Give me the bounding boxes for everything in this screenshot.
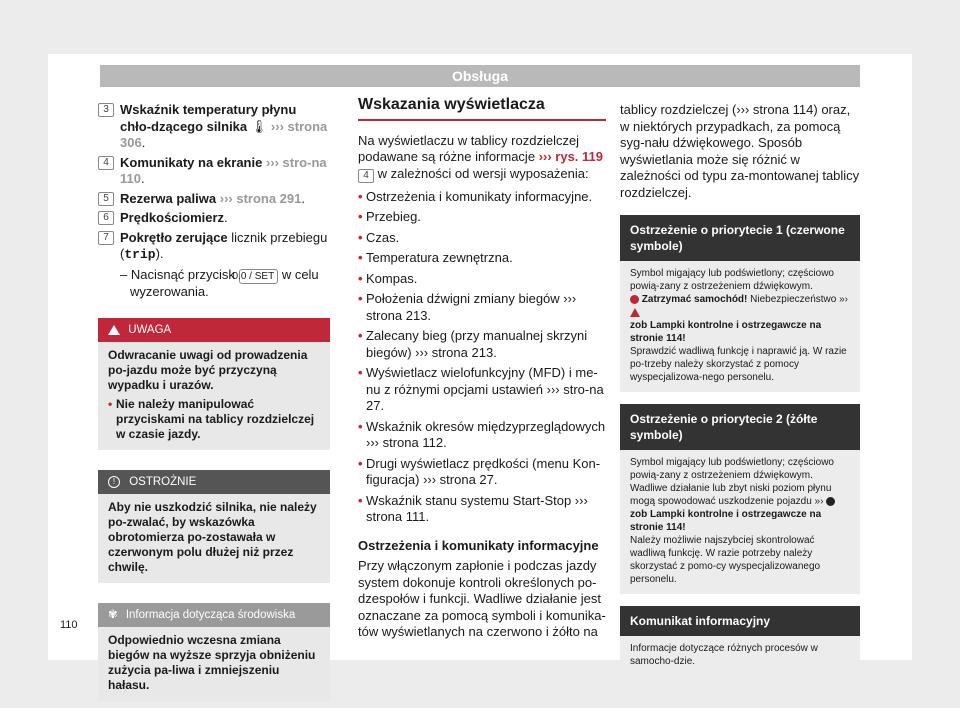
list-item: 5 Rezerwa paliwa ››› strona 291. bbox=[98, 191, 330, 208]
list-item: • Drugi wyświetlacz prędkości (menu Kon-figuracja) ››› strona 27. bbox=[358, 456, 606, 489]
bullet-list bbox=[358, 189, 606, 526]
figure-link[interactable]: ››› rys. 119 bbox=[538, 149, 604, 164]
info-message-box bbox=[620, 606, 860, 676]
list-item: 7 Pokrętło zerujące licznik przebiegu (trip). bbox=[98, 230, 330, 264]
continued-paragraph: tablicy rozdzielczej (››› strona 114) oraz, w niektórych przypadkach, za pomocą syg-nału dźwiękowego. Sposób wyświetlania może się różnić w zależności od typu za-montowanej tablicy rozdzielczej. bbox=[620, 102, 860, 200]
priority2-body: Symbol migający lub podświetlony; częściowo powią-zany z ostrzeżeniem dźwiękowym. Wadliwe działanie lub zbyt niski poziom płynu mogą spowodować uszkodzenie pojazdu »› zob Lampki kontrolne i ostrzegawcze na stronie 114! Należy możliwie najszybciej skontrolować wadliwą funkcję. W razie potrzeby należy skorzystać z pomo-cy wyspecjalizowanego personelu. bbox=[620, 450, 860, 594]
right-column bbox=[620, 102, 860, 688]
number-badge: 5 bbox=[98, 192, 114, 206]
priority2-header: Ostrzeżenie o priorytecie 2 (żółte symbole) bbox=[620, 404, 860, 450]
priority2-box bbox=[620, 404, 860, 594]
list-item: 3 Wskaźnik temperatury płynu chło-dzącego silnika 🌡 ››› strona 306. bbox=[98, 102, 330, 152]
warning-header: UWAGA bbox=[98, 318, 330, 342]
list-item: • Wskaźnik stanu systemu Start-Stop ››› strona 111. bbox=[358, 493, 606, 526]
list-item: • Wyświetlacz wielofunkcyjny (MFD) i me-nu z różnymi opcjami ustawień ››› stro-na 27. bbox=[358, 365, 606, 415]
warning-icon bbox=[108, 325, 120, 335]
middle-column bbox=[358, 96, 606, 641]
list-item: • Czas. bbox=[358, 230, 606, 247]
list-item: • Ostrzeżenia i komunikaty informacyjne. bbox=[358, 189, 606, 206]
page-link[interactable]: ››› strona 291 bbox=[219, 190, 302, 206]
info-circle-icon: ! bbox=[108, 476, 120, 488]
number-badge: 4 bbox=[98, 156, 114, 170]
number-badge: 7 bbox=[98, 231, 114, 245]
priority1-body: Symbol migający lub podświetlony; częściowo powią-zany z ostrzeżeniem dźwiękowym. Zatrzymać samochód! Niebezpieczeństwo »› zob Lampki kontrolne i ostrzegawcze na stronie 114! Sprawdzić wadliwą funkcję i naprawić ją. W razie po-trzeby należy skorzystać z pomocy wyspecjalizowa-nego personelu. bbox=[620, 261, 860, 392]
intro-paragraph: Na wyświetlaczu w tablicy rozdzielczej podawane są różne informacje ››› rys. 119 4 w zależności od wersji wyposażenia: bbox=[358, 132, 604, 181]
list-item: • Kompas. bbox=[358, 271, 606, 288]
caution-box bbox=[98, 470, 330, 583]
warning-box bbox=[98, 318, 330, 450]
subsection-text: Przy włączonym zapłonie i podczas jazdy system dokonuje kontroli określonych po-dzespołów i funkcji. Wadliwe działanie jest oznaczane za pomocą symboli i komunika-tów wyświetlanych na czerwono i żółto na bbox=[358, 558, 606, 639]
list-item: 4 Komunikaty na ekranie ››› stro-na 110. bbox=[98, 155, 330, 188]
exclamation-icon bbox=[826, 497, 835, 506]
page-link[interactable]: ››› stro-na 110 bbox=[120, 154, 327, 186]
priority1-header: Ostrzeżenie o priorytecie 1 (czerwone symbole) bbox=[620, 215, 860, 261]
caution-header: ! OSTROŻNIE bbox=[98, 470, 330, 494]
number-badge: 4 bbox=[358, 169, 374, 183]
list-item: • Położenia dźwigni zmiany biegów ››› strona 213. bbox=[358, 291, 606, 324]
list-item: • Temperatura zewnętrzna. bbox=[358, 250, 606, 267]
warning-triangle-icon bbox=[630, 308, 640, 317]
instruction: – Nacisnąć przycisk 0.0 / SET w celu wyzerowania. bbox=[120, 266, 319, 299]
page-number: 110 bbox=[60, 619, 78, 631]
list-item: • Zalecany bieg (przy manualnej skrzyni biegów) ››› strona 213. bbox=[358, 328, 606, 361]
warning-body: Odwracanie uwagi od prowadzenia po-jazdu może być przyczyną wypadku i urazów. • Nie należy manipulować przyciskami na tablicy rozdzielczej w czasie jazdy. bbox=[98, 342, 330, 450]
page-header: Obsługa bbox=[100, 65, 860, 87]
left-column bbox=[98, 102, 330, 701]
thermometer-icon: 🌡 bbox=[250, 118, 268, 134]
section-heading: Wskazania wyświetlacza bbox=[358, 96, 606, 121]
info-message-body: Informacje dotyczące różnych procesów w samocho-dzie. bbox=[620, 636, 860, 676]
list-item: • Przebieg. bbox=[358, 209, 606, 226]
page-link[interactable]: ››› strona 306 bbox=[120, 118, 328, 150]
list-item: 6 Prędkościomierz. bbox=[98, 210, 330, 227]
list-item: • Wskaźnik okresów międzyprzeglądowych ››› strona 112. bbox=[358, 419, 606, 452]
info-message-header: Komunikat informacyjny bbox=[620, 606, 860, 636]
number-badge: 6 bbox=[98, 211, 114, 225]
key-label: 0.0 / SET bbox=[239, 269, 279, 284]
environment-box bbox=[98, 603, 330, 701]
subsection-title: Ostrzeżenia i komunikaty informacyjne bbox=[358, 537, 599, 553]
environment-header: ✾ Informacja dotycząca środowiska bbox=[98, 603, 330, 627]
red-stop-icon bbox=[630, 295, 639, 304]
environment-body: Odpowiednio wczesna zmiana biegów na wyższe sprzyja obniżeniu zużycia pa-liwa i zmniejszeniu hałasu. bbox=[98, 627, 330, 701]
number-badge: 3 bbox=[98, 103, 114, 117]
leaf-icon: ✾ bbox=[108, 609, 118, 621]
caution-body: Aby nie uszkodzić silnika, nie należy po-zwalać, by wskazówka obrotomierza po-zostawała w czerwonym polu dłużej niż przez chwilę. bbox=[98, 494, 330, 583]
priority1-box bbox=[620, 215, 860, 392]
